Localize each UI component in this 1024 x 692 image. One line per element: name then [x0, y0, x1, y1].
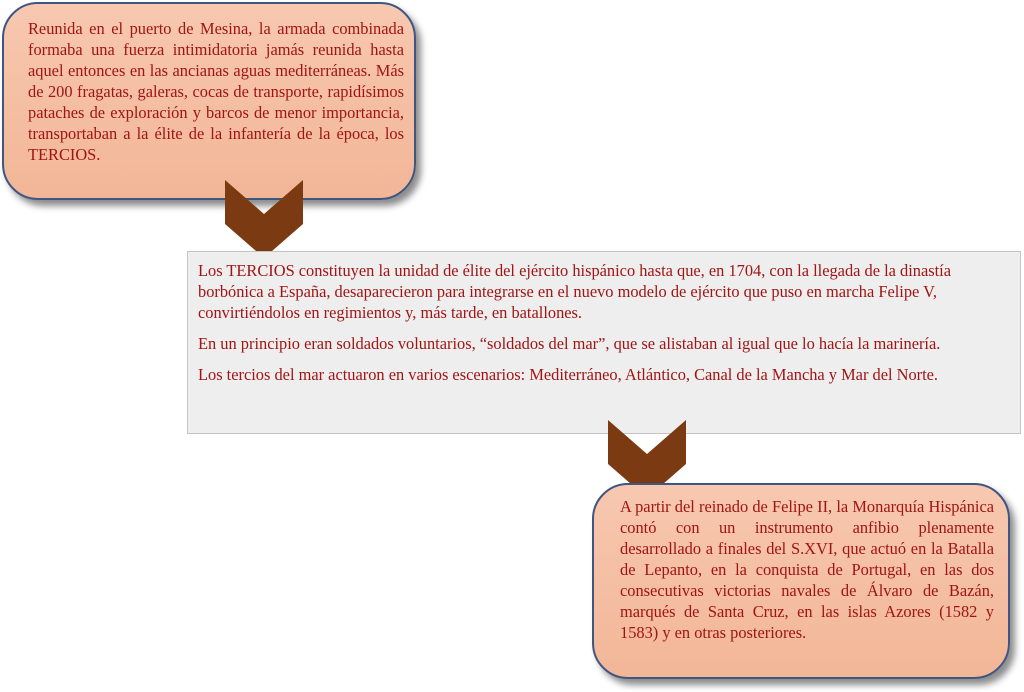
- top-callout-text: Reunida en el puerto de Mesina, la armada combinada formaba una fuerza intimidatoria jamás reunida hasta aquel entonces en las ancianas aguas mediterráneas. Más de 200 fragatas, galeras, cocas de transporte, rapidísimos pataches de exploración y barcos de menor importancia, transportaban a la élite de la infantería de la época, los TERCIOS.: [28, 19, 404, 164]
- top-callout-box: [2, 2, 416, 200]
- bottom-callout-text: A partir del reinado de Felipe II, la Monarquía Hispánica contó con un instrumento anfibio plenamente desarrollado a finales del S.XVI, que actuó en la Batalla de Lepanto, en la conquista de Portugal, en las dos consecutivas victorias navales de Álvaro de Bazán, marqués de Santa Cruz, en las islas Azores (1582 y 1583) y en otras posteriores.: [620, 497, 994, 642]
- middle-paragraph-3: Los tercios del mar actuaron en varios escenarios: Mediterráneo, Atlántico, Canal de la Mancha y Mar del Norte.: [198, 365, 939, 384]
- bottom-callout-box: [592, 483, 1010, 679]
- chevron-down-icon: [225, 180, 303, 260]
- middle-paragraph-2: En un principio eran soldados voluntarios, “soldados del mar”, que se alistaban al igual que lo hacía la marinería.: [198, 334, 941, 353]
- middle-text-panel: [187, 251, 1021, 434]
- middle-paragraph-1: Los TERCIOS constituyen la unidad de élite del ejército hispánico hasta que, en 1704, con la llegada de la dinastía borbónica a España, desaparecieron para integrarse en el nuevo modelo de ejército que puso en marcha Felipe V, convirtiéndolos en regimientos y, más tarde, en batallones.: [198, 261, 952, 322]
